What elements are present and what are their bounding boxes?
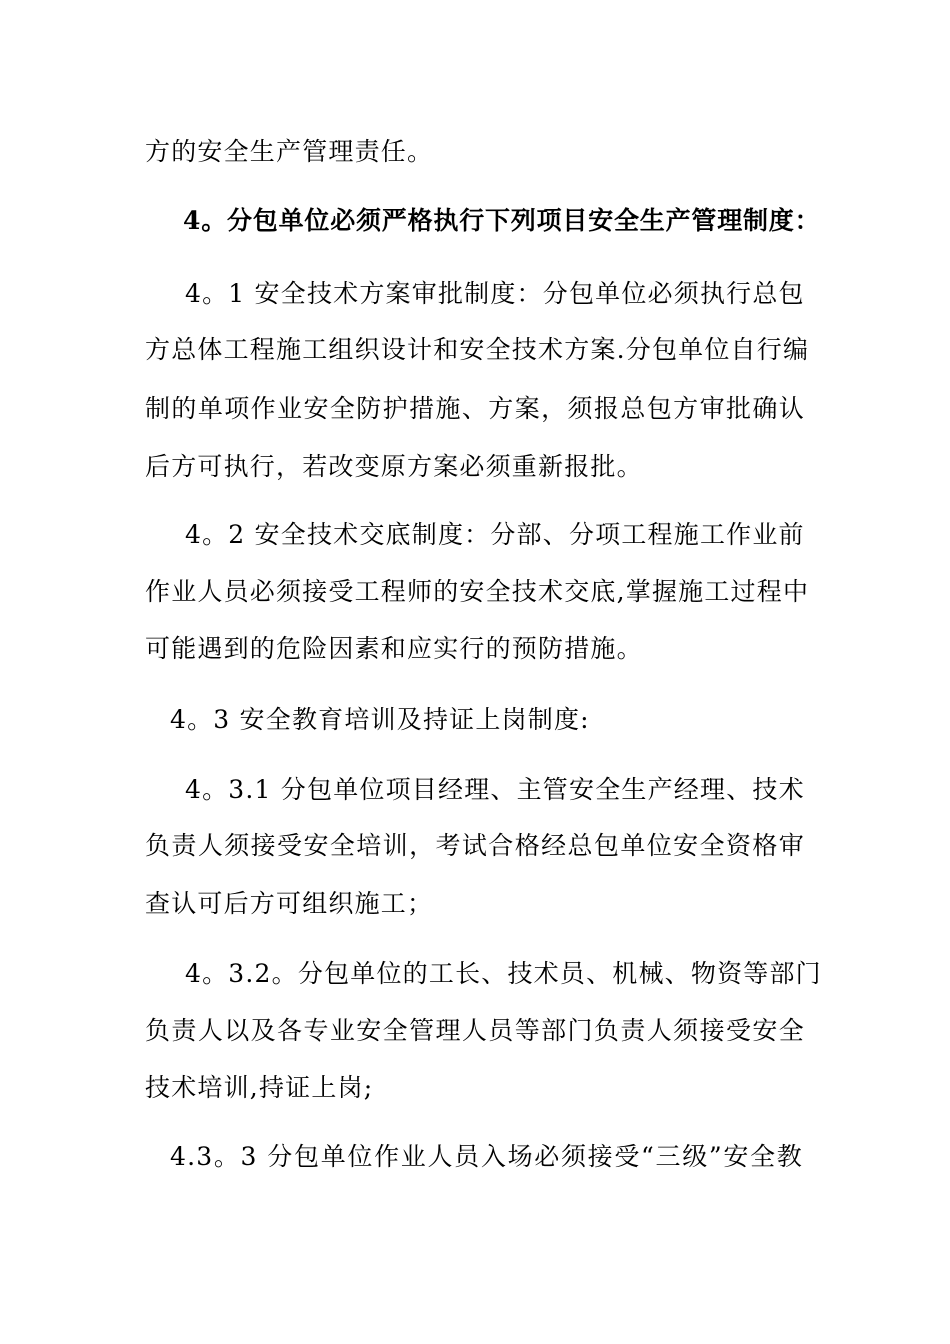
paragraph-line: 负责人以及各专业安全管理人员等部门负责人须接受安全 xyxy=(145,1016,805,1045)
paragraph-line: 作业人员必须接受工程师的安全技术交底,掌握施工过程中 xyxy=(145,577,810,606)
paragraph-line: 4。3 安全教育培训及持证上岗制度: xyxy=(170,705,590,734)
paragraph-line: 4.3。3 分包单位作业人员入场必须接受“三级”安全教 xyxy=(170,1142,803,1171)
paragraph-line: 制的单项作业安全防护措施、方案，须报总包方审批确认 xyxy=(145,394,805,423)
paragraph-line: 查认可后方可组织施工； xyxy=(145,889,434,918)
paragraph-line: 方的安全生产管理责任。 xyxy=(145,137,434,166)
paragraph-line: 后方可执行，若改变原方案必须重新报批。 xyxy=(145,452,643,481)
paragraph-line: 4。3.1 分包单位项目经理、主管安全生产经理、技术 xyxy=(185,775,805,804)
paragraph-line: 可能遇到的危险因素和应实行的预防措施。 xyxy=(145,634,643,663)
paragraph-line: 负责人须接受安全培训，考试合格经总包单位安全资格审 xyxy=(145,831,805,860)
paragraph-line: 方总体工程施工组织设计和安全技术方案.分包单位自行编 xyxy=(145,335,810,364)
paragraph-line: 4。2 安全技术交底制度：分部、分项工程施工作业前 xyxy=(185,520,805,549)
paragraph-line: 技术培训,持证上岗; xyxy=(145,1073,374,1102)
paragraph-line: 4。3.2。分包单位的工长、技术员、机械、物资等部门 xyxy=(185,959,822,988)
section-heading: 4。分包单位必须严格执行下列项目安全生产管理制度： xyxy=(183,206,821,235)
paragraph-line: 4。1 安全技术方案审批制度：分包单位必须执行总包 xyxy=(185,279,805,308)
